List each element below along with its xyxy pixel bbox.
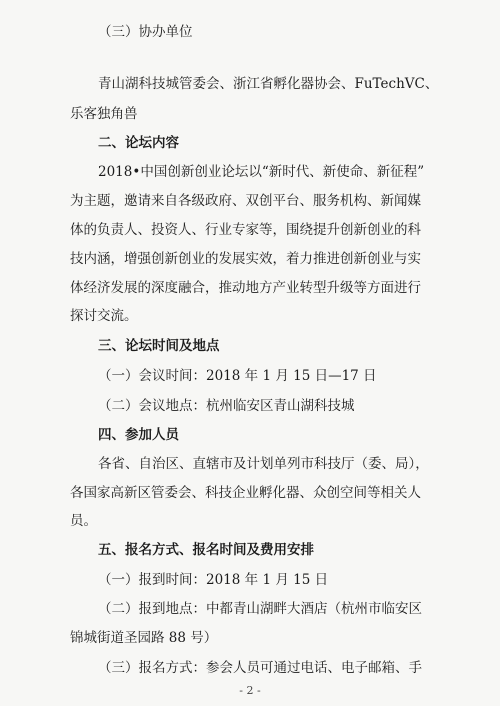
section-heading-participants: 四、参加人员 bbox=[98, 427, 179, 443]
text-line-22: （三）报名方式：参会人员可通过电话、电子邮箱、手 bbox=[98, 660, 422, 676]
text-line-2: 青山湖科技城管委会、浙江省孵化器协会、FuTechVC、 bbox=[98, 76, 439, 92]
page-number: - 2 - bbox=[239, 684, 261, 697]
text-line-3: 乐客独角兽 bbox=[70, 106, 138, 122]
section-heading-time-place: 三、论坛时间及地点 bbox=[98, 338, 220, 354]
section-heading-registration: 五、报名方式、报名时间及费用安排 bbox=[98, 542, 314, 558]
text-line-15: 各省、自治区、直辖市及计划单列市科技厅（委、局）， bbox=[98, 456, 429, 472]
text-line-17: 员。 bbox=[70, 513, 97, 529]
text-line-1: （三）协办单位 bbox=[98, 24, 193, 40]
text-line-21: 锦城街道圣园路 88 号） bbox=[70, 630, 218, 646]
text-line-9: 体经济发展的深度融合，推动地方产业转型升级等方面进行 bbox=[70, 280, 421, 296]
text-line-13: （二）会议地点：杭州临安区青山湖科技城 bbox=[98, 398, 355, 414]
text-line-20: （二）报到地点：中都青山湖畔大酒店（杭州市临安区 bbox=[98, 601, 422, 617]
text-line-16: 各国家高新区管委会、科技企业孵化器、众创空间等相关人 bbox=[70, 485, 421, 501]
text-line-10: 探讨交流。 bbox=[70, 308, 138, 324]
text-line-19: （一）报到时间：2018 年 1 月 15 日 bbox=[98, 572, 329, 588]
text-line-7: 体的负责人、投资人、行业专家等，围绕提升创新创业的科 bbox=[70, 222, 421, 238]
text-line-8: 技内涵，增强创新创业的发展实效，着力推进创新创业与实 bbox=[70, 251, 421, 267]
text-line-6: 为主题，邀请来自各级政府、双创平台、服务机构、新闻媒 bbox=[70, 193, 421, 209]
text-line-12: （一）会议时间：2018 年 1 月 15 日—17 日 bbox=[98, 368, 377, 384]
text-line-5: 2018•中国创新创业论坛以“新时代、新使命、新征程” bbox=[98, 164, 425, 180]
section-heading-content: 二、论坛内容 bbox=[98, 135, 179, 151]
